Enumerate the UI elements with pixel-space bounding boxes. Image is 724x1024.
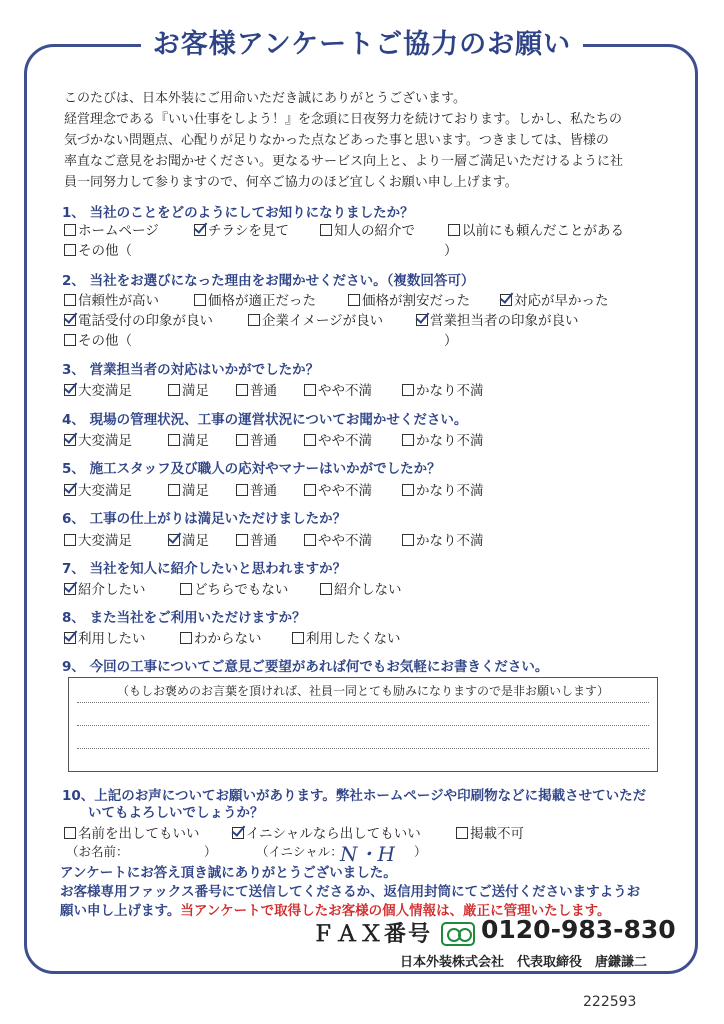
- privacy-notice: 当アンケートで取得したお客様の個人情報は、厳正に管理いたします。: [180, 903, 611, 919]
- checkbox[interactable]: [304, 384, 316, 396]
- q4-option-very-satisfied[interactable]: 大変満足: [64, 429, 132, 449]
- checkbox-checked[interactable]: [64, 314, 76, 326]
- q2-option-reliable[interactable]: 信頼性が高い: [64, 289, 159, 309]
- q8-option-use-again[interactable]: 利用したい: [64, 627, 146, 647]
- checkbox[interactable]: [402, 434, 414, 446]
- question-5-label: 5、 施工スタッフ及び職人の応対やマナーはいかがでしたか？: [62, 461, 441, 477]
- q7-option-neutral[interactable]: どちらでもない: [180, 578, 288, 598]
- q3-option-satisfied[interactable]: 満足: [168, 379, 209, 399]
- q2-option-phone-impression[interactable]: 電話受付の印象が良い: [64, 309, 213, 329]
- q5-option-very-dissatisfied[interactable]: かなり不満: [402, 479, 484, 499]
- q4-option-somewhat-dissatisfied[interactable]: やや不満: [304, 429, 372, 449]
- checkbox-checked[interactable]: [168, 534, 180, 546]
- checkbox[interactable]: [180, 632, 192, 644]
- checkbox[interactable]: [402, 384, 414, 396]
- comment-note: （もしお褒めのお言葉を頂ければ、社員一同とても励みになりますので是非お願いします）: [116, 684, 609, 698]
- closing-line: 願い申し上げます。当アンケートで取得したお客様の個人情報は、厳正に管理いたします。: [60, 903, 611, 919]
- question-10-label: 10、上記のお声についてお願いがあります。弊社ホームページや印刷物などに掲載させていただ: [62, 788, 647, 804]
- checkbox[interactable]: [304, 534, 316, 546]
- intro-line: 経営理念である『いい仕事をしよう！』を念頭に日夜努力を続けております。しかし、私たちの: [64, 112, 622, 127]
- question-2-label: 2、 当社をお選びになった理由をお聞かせください。（複数回答可）: [62, 273, 475, 289]
- question-9-label: 9、 今回の工事についてご意見ご要望があれば何でもお気軽にお書きください。: [62, 659, 549, 675]
- name-field-label: （お名前：: [66, 844, 129, 859]
- q6-option-very-satisfied[interactable]: 大変満足: [64, 529, 132, 549]
- document-number: 222593: [583, 994, 637, 1010]
- checkbox[interactable]: [348, 294, 360, 306]
- checkbox[interactable]: [64, 534, 76, 546]
- checkbox[interactable]: [64, 827, 76, 839]
- q3-option-very-dissatisfied[interactable]: かなり不満: [402, 379, 484, 399]
- checkbox[interactable]: [64, 334, 76, 346]
- question-7-label: 7、 当社を知人に紹介したいと思われますか？: [62, 561, 347, 577]
- q6-option-very-dissatisfied[interactable]: かなり不満: [402, 529, 484, 549]
- q4-option-satisfied[interactable]: 満足: [168, 429, 209, 449]
- checkbox[interactable]: [456, 827, 468, 839]
- q1-option-homepage[interactable]: ホームページ: [64, 219, 159, 239]
- checkbox[interactable]: [402, 484, 414, 496]
- question-3-label: 3、 営業担当者の対応はいかがでしたか？: [62, 362, 320, 378]
- intro-paragraph: [64, 88, 664, 193]
- q4-option-very-dissatisfied[interactable]: かなり不満: [402, 429, 484, 449]
- checkbox[interactable]: [304, 484, 316, 496]
- q4-option-normal[interactable]: 普通: [236, 429, 277, 449]
- checkbox[interactable]: [292, 632, 304, 644]
- checkbox[interactable]: [402, 534, 414, 546]
- checkbox[interactable]: [168, 434, 180, 446]
- closing-line: お客様専用ファックス番号にて送信してくださるか、返信用封筒にてご送付くださいますようお: [60, 884, 641, 900]
- intro-line: 員一同努力して参りますので、何卒ご協力のほど宜しくお願い申し上げます。: [64, 175, 518, 190]
- q6-option-somewhat-dissatisfied[interactable]: やや不満: [304, 529, 372, 549]
- company-signature: 日本外装株式会社 代表取締役 唐鎌謙二: [400, 955, 648, 970]
- checkbox-checked[interactable]: [64, 632, 76, 644]
- q3-option-very-satisfied[interactable]: 大変満足: [64, 379, 132, 399]
- close-paren: ）: [444, 333, 458, 349]
- checkbox[interactable]: [448, 224, 460, 236]
- checkbox-checked[interactable]: [64, 583, 76, 595]
- q5-option-somewhat-dissatisfied[interactable]: やや不満: [304, 479, 372, 499]
- checkbox[interactable]: [320, 224, 332, 236]
- q7-option-recommend[interactable]: 紹介したい: [64, 578, 146, 598]
- checkbox[interactable]: [304, 434, 316, 446]
- q1-option-repeat[interactable]: 以前にも頼んだことがある: [448, 219, 624, 239]
- q5-option-normal[interactable]: 普通: [236, 479, 277, 499]
- q5-option-very-satisfied[interactable]: 大変満足: [64, 479, 132, 499]
- checkbox[interactable]: [168, 384, 180, 396]
- q2-option-sales-impression[interactable]: 営業担当者の印象が良い: [416, 309, 579, 329]
- close-paren: ）: [444, 243, 458, 259]
- q2-option-corporate-image[interactable]: 企業イメージが良い: [248, 309, 383, 329]
- intro-line: 気づかない問題点、心配りが足りなかった点などあった事と思います。つきましては、皆様の: [64, 133, 609, 148]
- q2-option-other[interactable]: その他（: [64, 329, 132, 349]
- q10-option-name-ok[interactable]: 名前を出してもいい: [64, 822, 200, 842]
- q2-option-fast-response[interactable]: 対応が早かった: [500, 289, 609, 309]
- survey-title: お客様アンケートご協力のお願い: [141, 22, 583, 61]
- q6-option-normal[interactable]: 普通: [236, 529, 277, 549]
- fax-label: ＦＡＸ番号: [312, 922, 433, 947]
- initial-field-close: ）: [414, 844, 427, 859]
- checkbox[interactable]: [236, 434, 248, 446]
- name-field-close: ）: [204, 844, 217, 859]
- q3-option-somewhat-dissatisfied[interactable]: やや不満: [304, 379, 372, 399]
- question-8-label: 8、 また当社をご利用いただけますか？: [62, 610, 306, 626]
- q1-option-other[interactable]: その他（: [64, 239, 132, 259]
- checkbox-checked[interactable]: [64, 484, 76, 496]
- checkbox[interactable]: [194, 294, 206, 306]
- question-6-label: 6、 工事の仕上がりは満足いただけましたか？: [62, 511, 347, 527]
- title-wrap: [0, 22, 724, 61]
- checkbox-checked[interactable]: [500, 294, 512, 306]
- closing-text: [60, 864, 680, 921]
- checkbox[interactable]: [64, 224, 76, 236]
- closing-line: アンケートにお答え頂き誠にありがとうございました。: [60, 865, 397, 881]
- q2-option-fair-price[interactable]: 価格が適正だった: [194, 289, 316, 309]
- checkbox-checked[interactable]: [64, 384, 76, 396]
- checkbox[interactable]: [248, 314, 260, 326]
- dotted-line: [77, 725, 649, 726]
- q2-option-cheap-price[interactable]: 価格が割安だった: [348, 289, 470, 309]
- checkbox[interactable]: [236, 384, 248, 396]
- checkbox[interactable]: [236, 484, 248, 496]
- q7-option-not-recommend[interactable]: 紹介しない: [320, 578, 402, 598]
- checkbox[interactable]: [180, 583, 192, 595]
- q6-option-satisfied[interactable]: 満足: [168, 529, 209, 549]
- fax-number[interactable]: 0120-983-830: [481, 915, 676, 944]
- q1-option-referral[interactable]: 知人の紹介で: [320, 219, 415, 239]
- checkbox-checked[interactable]: [416, 314, 428, 326]
- q10-option-initials-ok[interactable]: イニシャルなら出してもいい: [232, 822, 421, 842]
- q10-option-not-publish[interactable]: 掲載不可: [456, 822, 524, 842]
- question-10-label-cont: いてもよろしいでしょうか？: [88, 805, 264, 821]
- checkbox[interactable]: [236, 534, 248, 546]
- checkbox[interactable]: [168, 484, 180, 496]
- q5-option-satisfied[interactable]: 満足: [168, 479, 209, 499]
- checkbox[interactable]: [320, 583, 332, 595]
- q8-option-not-use[interactable]: 利用したくない: [292, 627, 401, 647]
- q1-option-flyer[interactable]: チラシを見て: [194, 219, 289, 239]
- comment-box[interactable]: [68, 677, 658, 772]
- initial-field-label: （イニシャル：: [256, 844, 343, 859]
- initials-value[interactable]: N・H: [340, 842, 395, 866]
- question-4-label: 4、 現場の管理状況、工事の運営状況についてお聞かせください。: [62, 412, 468, 428]
- dotted-line: [77, 702, 649, 703]
- checkbox[interactable]: [64, 244, 76, 256]
- intro-line: 率直なご意見をお聞かせください。更なるサービス向上と、より一層ご満足いただけるように社: [64, 154, 624, 169]
- intro-line: このたびは、日本外装にご用命いただき誠にありがとうございます。: [64, 91, 466, 106]
- checkbox-checked[interactable]: [64, 434, 76, 446]
- question-1-label: 1、 当社のことをどのようにしてお知りになりましたか？: [62, 205, 414, 221]
- freedial-icon: [441, 922, 475, 946]
- q8-option-unsure[interactable]: わからない: [180, 627, 262, 647]
- q3-option-normal[interactable]: 普通: [236, 379, 277, 399]
- checkbox-checked[interactable]: [194, 224, 206, 236]
- checkbox[interactable]: [64, 294, 76, 306]
- dotted-line: [77, 748, 649, 749]
- checkbox-checked[interactable]: [232, 827, 244, 839]
